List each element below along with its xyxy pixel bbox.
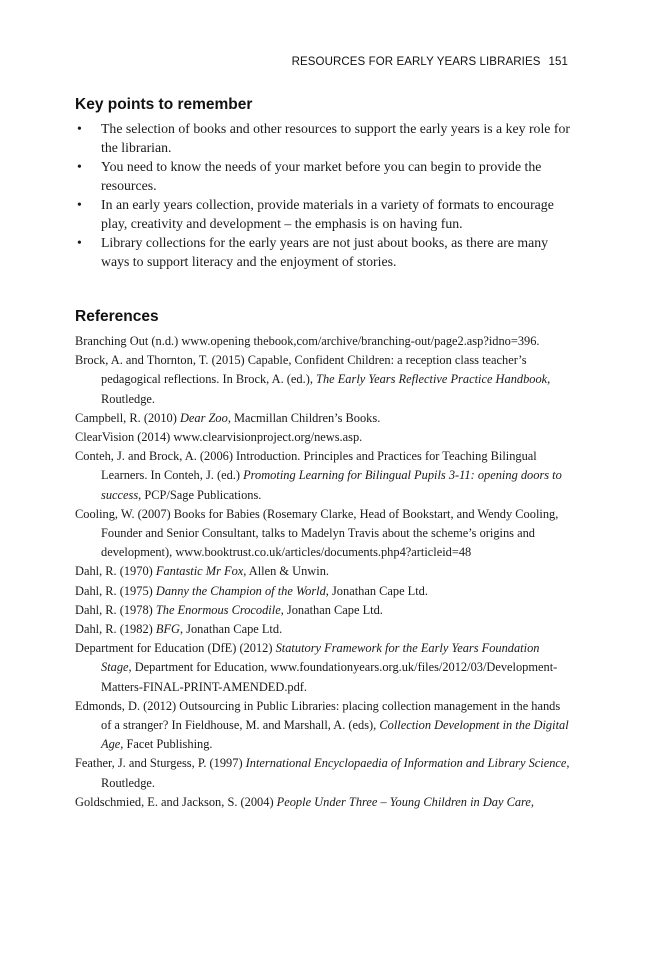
key-points-list [75, 119, 570, 271]
references-heading: References [75, 308, 159, 325]
key-point-item: • The selection of books and other resources to support the early years is a key role for the librarian. [77, 121, 570, 155]
reference-entry: Edmonds, D. (2012) Outsourcing in Public Libraries: placing collection management in the hands of a stranger? In Fieldhouse, M. and Marshall, A. (eds), Collection Development in the Digital Age, Facet Publishing. [75, 698, 569, 752]
reference-entry: Dahl, R. (1978) The Enormous Crocodile, Jonathan Cape Ltd. [75, 602, 383, 617]
reference-entry: Branching Out (n.d.) www.opening thebook,com/archive/branching-out/page2.asp?idno=396. [75, 334, 540, 348]
reference-entry: Cooling, W. (2007) Books for Babies (Rosemary Clarke, Head of Bookstart, and Wendy Cooling, Founder and Senior Consultant, talks to Madelyn Travis about the scheme’s origins and development), www.booktrust.co.uk/articles/documents.php4?articleid=48 [75, 506, 559, 560]
bullet-icon: • [77, 159, 82, 174]
reference-entry: Dahl, R. (1975) Danny the Champion of the World, Jonathan Cape Ltd. [75, 583, 428, 598]
reference-entry: Department for Education (DfE) (2012) Statutory Framework for the Early Years Foundation Stage, Department for Education, www.foundationyears.org.uk/files/2012/03/Development-Matters-FINAL-PRINT-AMENDED.pdf. [75, 641, 558, 694]
reference-entry: ClearVision (2014) www.clearvisionproject.org/news.asp. [75, 430, 363, 445]
key-points-heading: Key points to remember [75, 96, 253, 113]
reference-entry: Feather, J. and Sturgess, P. (1997) International Encyclopaedia of Information and Library Science, Routledge. [75, 756, 570, 790]
key-point-item: • Library collections for the early years are not just about books, as there are many ways to support literacy and the enjoyment of stories. [77, 235, 549, 269]
references-list [75, 332, 570, 812]
bullet-icon: • [77, 121, 82, 136]
bullet-icon: • [77, 197, 82, 212]
key-point-item: • In an early years collection, provide materials in a variety of formats to encourage play, creativity and development – the emphasis is on having fun. [77, 197, 554, 231]
running-title: RESOURCES FOR EARLY YEARS LIBRARIES [291, 56, 541, 68]
running-header [292, 56, 568, 68]
reference-entry: Brock, A. and Thornton, T. (2015) Capable, Confident Children: a reception class teacher’s pedagogical reflections. In Brock, A. (ed.), The Early Years Reflective Practice Handbook, Routledge. [75, 353, 551, 406]
reference-entry: Campbell, R. (2010) Dear Zoo, Macmillan Children’s Books. [75, 410, 381, 425]
page-number: 151 [548, 56, 568, 68]
key-point-item: • You need to know the needs of your market before you can begin to provide the resources. [77, 159, 542, 193]
reference-entry: Dahl, R. (1970) Fantastic Mr Fox, Allen & Unwin. [75, 564, 329, 579]
reference-entry: Conteh, J. and Brock, A. (2006) Introduction. Principles and Practices for Teaching Bilingual Learners. In Conteh, J. (ed.) Promoting Learning for Bilingual Pupils 3-11: opening doors to success, PCP/Sage Publications. [75, 449, 562, 502]
page-content [75, 96, 570, 812]
reference-entry: Goldschmied, E. and Jackson, S. (2004) People Under Three – Young Children in Day Care, [75, 794, 534, 809]
reference-entry: Dahl, R. (1982) BFG, Jonathan Cape Ltd. [75, 622, 283, 637]
bullet-icon: • [77, 235, 82, 250]
